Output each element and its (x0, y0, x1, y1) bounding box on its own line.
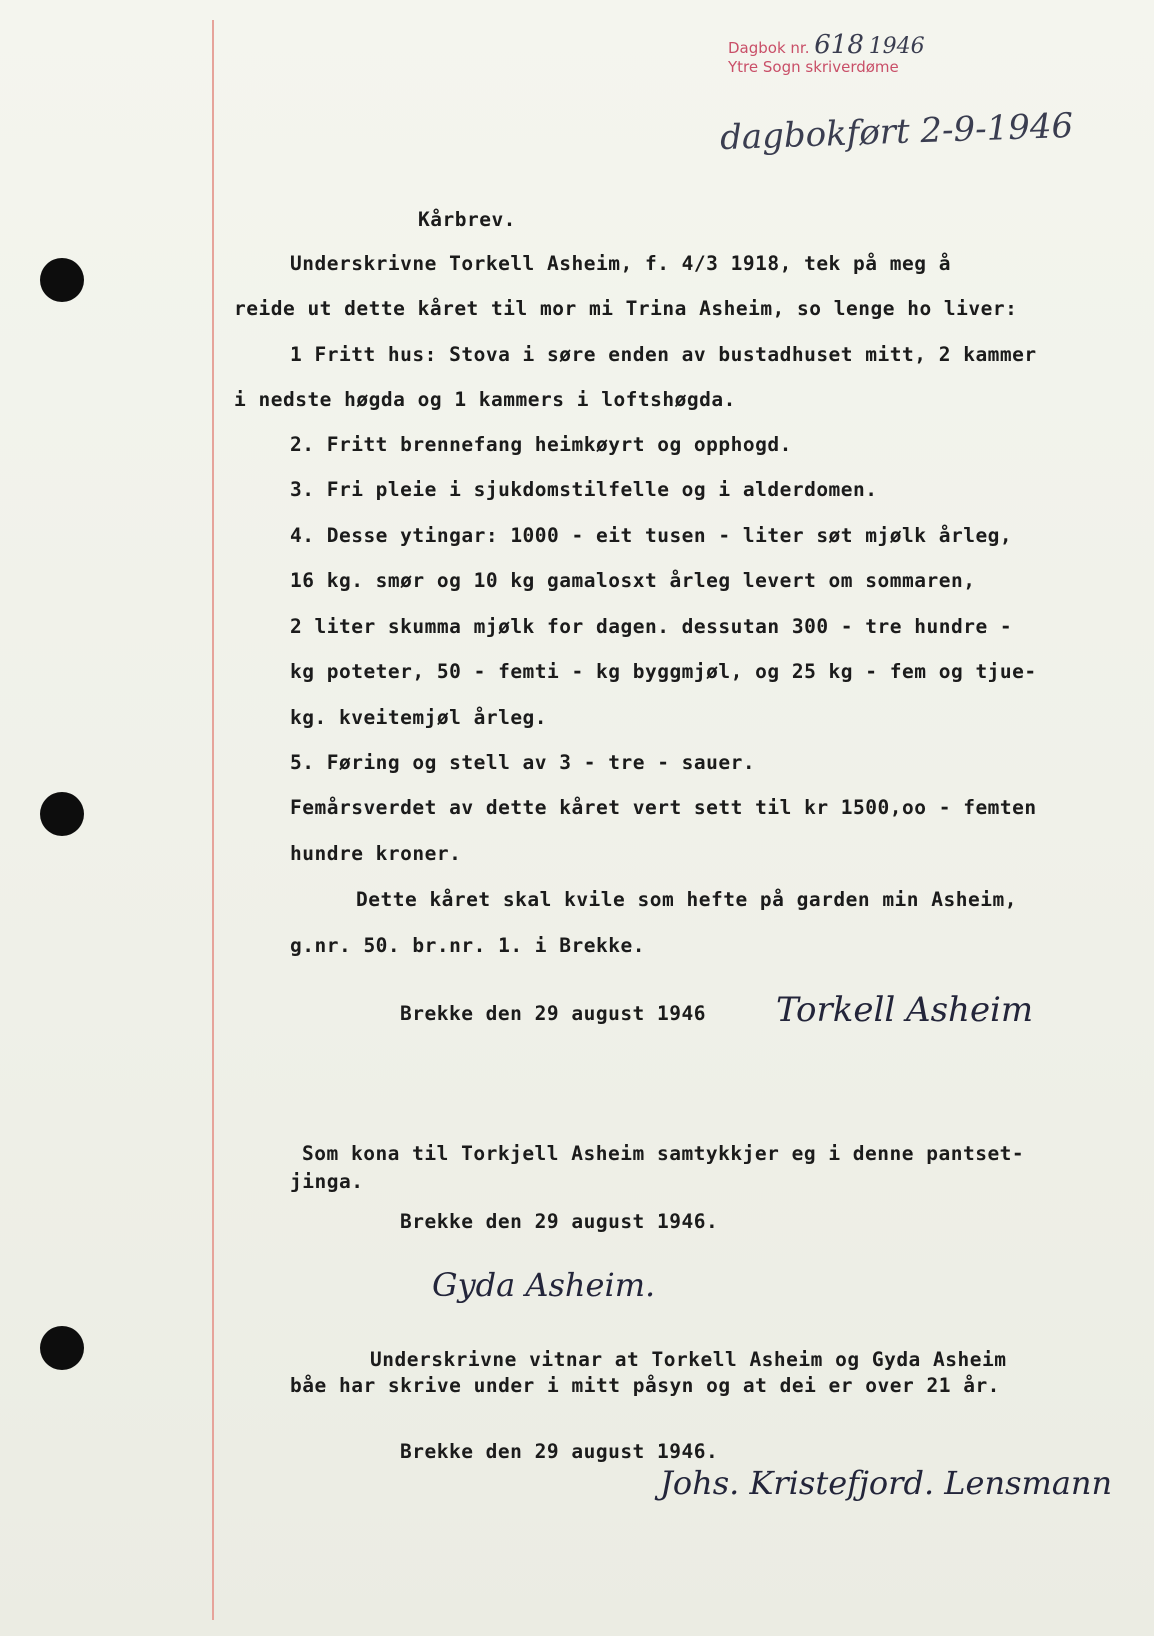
body-line: 2 liter skumma mjølk for dagen. dessutan 300 - tre hundre - (290, 615, 1013, 638)
body-line: 4. Desse ytingar: 1000 - eit tusen - liter søt mjølk årleg, (290, 524, 1013, 547)
body-line: 16 kg. smør og 10 kg gamalosxt årleg levert om sommaren, (290, 569, 976, 592)
witness-line: Underskrivne vitnar at Torkell Asheim og Gyda Asheim (370, 1348, 1007, 1371)
punch-hole-bottom (40, 1326, 84, 1370)
signature-torkell: Torkell Asheim (776, 990, 1034, 1030)
place-date: Brekke den 29 august 1946 (400, 1002, 706, 1025)
place-date: Brekke den 29 august 1946. (400, 1440, 719, 1463)
consent-line: Som kona til Torkjell Asheim samtykkjer eg i denne pantset- (302, 1142, 1025, 1165)
body-line: hundre kroner. (290, 842, 462, 865)
place-date: Brekke den 29 august 1946. (400, 1210, 719, 1233)
body-line: 5. Føring og stell av 3 - tre - sauer. (290, 751, 756, 774)
stamp-label: Dagbok nr. (728, 39, 810, 57)
margin-line (212, 20, 214, 1620)
signature-gyda: Gyda Asheim. (432, 1266, 656, 1304)
registry-stamp (728, 30, 925, 76)
body-line: kg. kveitemjøl årleg. (290, 706, 548, 729)
body-line: Underskrivne Torkell Asheim, f. 4/3 1918, tek på meg å (290, 252, 951, 275)
handwritten-date: dagbokført 2-9-1946 (719, 105, 1074, 159)
punch-hole-top (40, 258, 84, 302)
signature-lensmann: Johs. Kristefjord. Lensmann (660, 1464, 1113, 1502)
body-line: 3. Fri pleie i sjukdomstilfelle og i alderdomen. (290, 478, 878, 501)
body-line: i nedste høgda og 1 kammers i loftshøgda. (234, 388, 736, 411)
stamp-year: 1946 (868, 34, 925, 59)
body-line: Femårsverdet av dette kåret vert sett til kr 1500,oo - femten (290, 796, 1037, 819)
body-line: Dette kåret skal kvile som hefte på garden min Asheim, (356, 888, 1017, 911)
body-line: 2. Fritt brennefang heimkøyrt og opphogd. (290, 433, 792, 456)
witness-line: båe har skrive under i mitt påsyn og at dei er over 21 år. (290, 1374, 1000, 1397)
stamp-office: Ytre Sogn skriverdøme (728, 58, 899, 76)
punch-hole-middle (40, 792, 84, 836)
body-line: reide ut dette kåret til mor mi Trina Asheim, so lenge ho liver: (234, 297, 1018, 320)
body-line: kg poteter, 50 - femti - kg byggmjøl, og 25 kg - fem og tjue- (290, 660, 1037, 683)
consent-line: jinga. (290, 1170, 364, 1193)
body-line: 1 Fritt hus: Stova i søre enden av bustadhuset mitt, 2 kammer (290, 343, 1037, 366)
document-title: Kårbrev. (418, 208, 516, 231)
body-line: g.nr. 50. br.nr. 1. i Brekke. (290, 934, 645, 957)
stamp-number: 618 (814, 30, 864, 60)
